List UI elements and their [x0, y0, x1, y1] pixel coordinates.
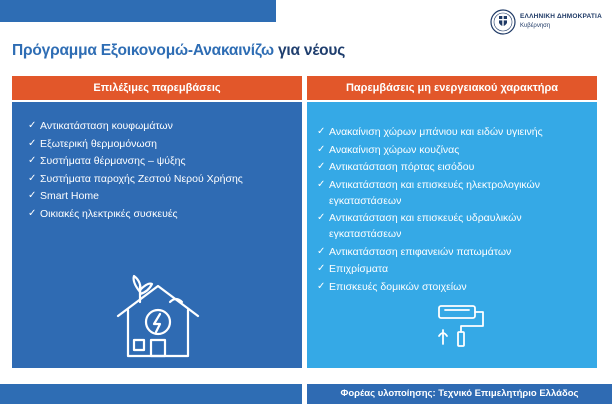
list-item: ✓ Smart Home — [28, 190, 99, 202]
title-audience: για νέους — [273, 42, 346, 59]
check-icon: ✓ — [28, 120, 37, 131]
non-energy-interventions-panel — [307, 76, 597, 368]
check-icon: ✓ — [317, 245, 326, 257]
eligible-interventions-panel — [12, 76, 302, 368]
check-icon: ✓ — [28, 190, 37, 201]
top-accent-bar — [0, 0, 276, 22]
implementing-body-footer: Φορέας υλοποίησης: Τεχνικό Επιμελητήριο Ελλάδος — [307, 384, 612, 404]
list-item: ✓ Ανακαίνιση χώρων μπάνιου και ειδών υγιεινής — [317, 126, 543, 138]
eligible-interventions-header: Επιλέξιμες παρεμβάσεις — [12, 76, 302, 100]
list-item: ✓ Αντικατάσταση και επισκευές ηλεκτρολογικών εγκαταστάσεων — [317, 178, 540, 207]
list-item: ✓ Αντικατάσταση πόρτας εισόδου — [317, 161, 475, 173]
check-icon: ✓ — [317, 161, 326, 172]
paint-roller-icon — [435, 300, 491, 350]
check-icon: ✓ — [28, 137, 37, 149]
government-name: ΕΛΛΗΝΙΚΗ ΔΗΜΟΚΡΑΤΙΑ — [520, 13, 602, 20]
check-icon: ✓ — [317, 212, 326, 223]
title-program-name: Πρόγραμμα Εξοικονομώ-Ανακαινίζω — [12, 42, 274, 59]
check-icon: ✓ — [317, 280, 326, 292]
smart-house-icon — [110, 272, 206, 360]
check-icon: ✓ — [317, 263, 326, 274]
government-subtitle: Κυβέρνηση — [520, 23, 551, 29]
eligible-interventions-list — [12, 102, 302, 368]
non-energy-interventions-list — [307, 102, 597, 368]
list-item: ✓ Επιχρίσματα — [317, 263, 389, 275]
check-icon: ✓ — [28, 155, 37, 166]
greek-emblem-icon — [490, 8, 516, 36]
list-item: ✓ Επισκευές δομικών στοιχείων — [317, 280, 467, 293]
check-icon: ✓ — [317, 126, 326, 137]
list-item: ✓ Συστήματα θέρμανσης – ψύξης — [28, 155, 186, 167]
page-title — [12, 42, 345, 60]
check-icon: ✓ — [28, 207, 37, 219]
check-icon: ✓ — [28, 172, 37, 184]
list-item: ✓ Ανακαίνιση χώρων κουζίνας — [317, 143, 460, 156]
footer-bar-left — [0, 384, 302, 404]
list-item: ✓ Αντικατάσταση κουφωμάτων — [28, 120, 173, 132]
list-item: ✓ Συστήματα παροχής Ζεστού Νερού Χρήσης — [28, 172, 243, 185]
check-icon: ✓ — [317, 178, 326, 190]
check-icon: ✓ — [317, 143, 326, 155]
list-item: ✓ Αντικατάσταση επιφανειών πατωμάτων — [317, 245, 512, 258]
government-logo — [490, 8, 610, 38]
list-item: ✓ Εξωτερική θερμομόνωση — [28, 137, 157, 150]
list-item: ✓ Οικιακές ηλεκτρικές συσκευές — [28, 207, 178, 220]
list-item: ✓ Αντικατάσταση και επισκευές υδραυλικών εγκαταστάσεων — [317, 212, 522, 240]
non-energy-interventions-header: Παρεμβάσεις μη ενεργειακού χαρακτήρα — [307, 76, 597, 100]
